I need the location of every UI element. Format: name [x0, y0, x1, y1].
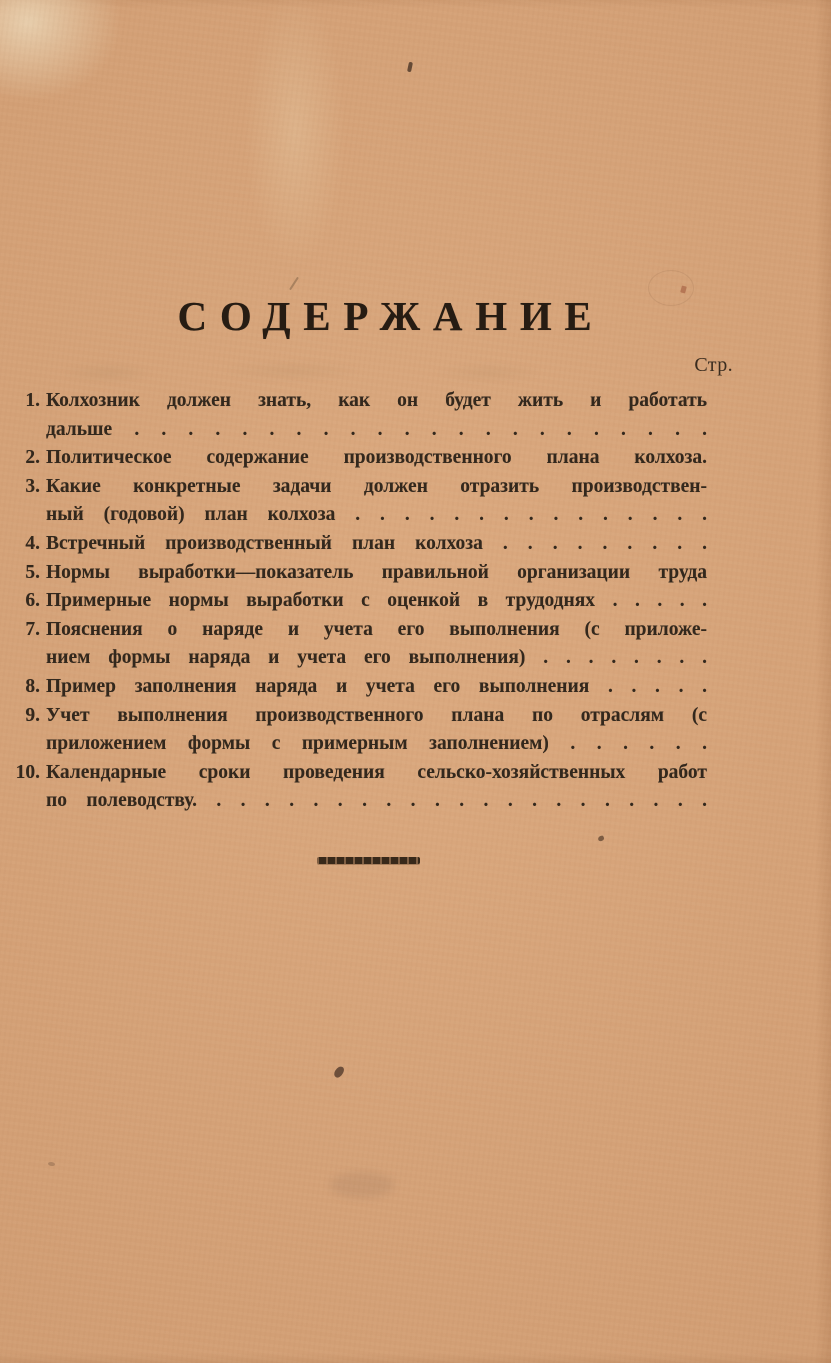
toc-line: нием формы наряда и учета его выполнения) . . . . . . . . [46, 647, 707, 669]
ink-speck [333, 1065, 346, 1079]
toc-item-number: 5. [25, 561, 40, 583]
toc-item-number: 7. [25, 618, 40, 640]
ink-speck [597, 835, 604, 842]
toc-item [0, 559, 707, 588]
toc-item [0, 616, 707, 673]
toc-item-number: 2. [25, 447, 40, 469]
toc-item [0, 702, 707, 759]
paper-smudge [330, 1172, 394, 1198]
toc-line: Примерные нормы выработки с оценкой в трудоднях . . . . . [46, 590, 707, 612]
toc-item-number: 10. [15, 761, 40, 783]
toc-line: по полеводству. . . . . . . . . . . . . . . . . . . . . . [46, 790, 707, 812]
toc-item [0, 530, 707, 559]
toc-item [0, 673, 707, 702]
toc-item-number: 3. [25, 475, 40, 497]
toc-line: Какие конкретные задачи должен отразить производствен- [46, 475, 707, 497]
paper-speck [48, 1162, 55, 1167]
page-title: СОДЕРЖАНИЕ [177, 293, 605, 339]
toc-line: Политическое содержание производственного плана колхоза. [46, 447, 707, 469]
separator-rule [317, 857, 420, 864]
toc-item-number: 1. [25, 390, 40, 411]
toc-item [0, 587, 707, 616]
toc-line: Учет выполнения производственного плана по отраслям (с [46, 704, 707, 726]
toc-item-number: 4. [25, 532, 40, 554]
ink-speck [407, 62, 413, 73]
toc-item-number: 8. [25, 675, 40, 697]
toc-line: Колхозник должен знать, как он будет жить и работать [46, 390, 707, 411]
table-of-contents [0, 387, 707, 816]
toc-line: Пример заполнения наряда и учета его выполнения . . . . . [46, 675, 707, 697]
toc-item [0, 444, 707, 473]
toc-line: приложением формы с примерным заполнением) . . . . . . [46, 733, 707, 755]
toc-line: ный (годовой) план колхоза . . . . . . . . . . . . . . . [46, 504, 707, 526]
toc-line: Календарные сроки проведения сельско-хозяйственных работ [46, 761, 707, 783]
toc-line: Встречный производственный план колхоза . . . . . . . . . [46, 532, 707, 554]
page-number-column-label: Стр. [694, 354, 733, 376]
toc-line: Пояснения о наряде и учета его выполнения (с приложе- [46, 618, 707, 640]
toc-item [0, 387, 707, 444]
toc-line: дальше . . . . . . . . . . . . . . . . . . . . . . [46, 418, 707, 440]
paper-scratch [289, 277, 299, 291]
toc-line: Нормы выработки—показатель правильной организации труда [46, 561, 707, 583]
toc-item-number: 9. [25, 704, 40, 726]
toc-item [0, 759, 707, 816]
toc-item [0, 473, 707, 530]
toc-item-number: 6. [25, 590, 40, 612]
